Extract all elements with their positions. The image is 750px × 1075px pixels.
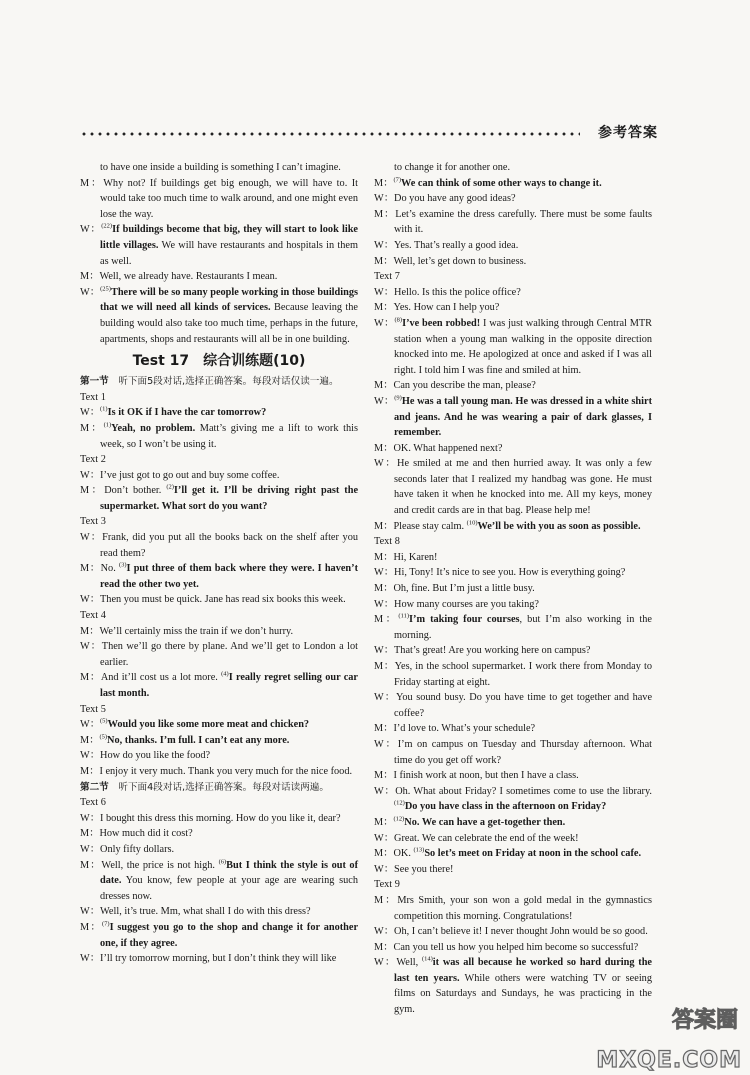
left-column [80, 160, 358, 967]
dialogue-text: Well, the price is not high. [101, 859, 219, 871]
dialogue-text: Well, we already have. Restaurants I mean. [99, 271, 278, 283]
speaker-label: W： [80, 224, 102, 236]
dialogue-line [374, 238, 652, 254]
speaker-label: W： [374, 926, 395, 938]
dialogue-line [80, 811, 358, 827]
speaker-label: M： [374, 816, 394, 828]
dialogue-text: I enjoy it very much. Thank you very much for the nice food. [99, 765, 353, 777]
speaker-label: W： [80, 906, 101, 918]
dialogue-text: You sound busy. Do you have time to get together and have coffee? [394, 692, 653, 719]
speaker-label: M： [80, 485, 105, 497]
watermark-bottom-text: MXQE.COM [596, 1048, 742, 1073]
speaker-label: W： [374, 286, 395, 298]
dialogue-text: I’ll try tomorrow morning, but I don’t think they will like [100, 953, 337, 965]
answer-text: But I think the style is out of date. [100, 859, 359, 887]
speaker-label: M： [374, 302, 394, 314]
dialogue-line [80, 826, 358, 842]
dialogue-line [374, 176, 652, 192]
answer-text: Would you like some more meat and chicken? [107, 719, 310, 731]
dialogue-text: Because leaving the building would also take too much time, perhaps in the future, apartments, shops and restaurants will all be in one building. [100, 302, 358, 345]
question-number: (11) [398, 612, 410, 620]
dialogue-text: I’d love to. What’s your schedule? [393, 723, 536, 735]
answer-text: I put three of them back where they were. I haven’t read the other two yet. [100, 563, 359, 590]
dialogue-text: I’m on campus on Tuesday and Thursday afternoon. What time do you get off work? [394, 738, 652, 766]
text-label: Text 2 [80, 454, 106, 466]
dialogue-text: OK. What happened next? [393, 442, 503, 454]
dialogue-line [80, 561, 358, 592]
dialogue-text: Can you tell us how you helped him become so successful? [393, 941, 639, 953]
dialogue-line [374, 737, 652, 768]
speaker-label: M： [80, 828, 100, 840]
dialogue-text: That’s great! Are you working here on campus? [394, 645, 591, 657]
speaker-label: M： [374, 723, 394, 735]
dialogue-line [80, 904, 358, 920]
dialogue-line [80, 764, 358, 780]
watermark-logo [596, 1003, 746, 1073]
speaker-label: W： [80, 286, 101, 298]
dialogue-text: Yes. How can I help you? [393, 302, 500, 314]
speaker-label: W： [374, 598, 395, 610]
speaker-label: M： [80, 859, 102, 871]
speaker-label: M： [374, 551, 394, 563]
dialogue-line [374, 831, 652, 847]
dialogue-text: Hello. Is this the police office? [394, 286, 521, 298]
dialogue-line [374, 378, 652, 394]
dialogue-line [80, 405, 358, 421]
speaker-label: W： [374, 193, 395, 205]
dialogue-text: Can you describe the man, please? [393, 380, 536, 392]
dialogue-line [374, 690, 652, 721]
question-number: (3) [118, 561, 127, 569]
question-number: (9) [394, 394, 402, 402]
dialogue-text: Well, it’s true. Mm, what shall I do with this dress? [100, 906, 311, 918]
text-label: Text 7 [374, 271, 400, 283]
answer-text: So let’s meet on Friday at noon in the school cafe. [424, 848, 642, 860]
dialogue-line [374, 285, 652, 301]
section-text: 听下面5段对话,选择正确答案。每段对话仅读一遍。 [108, 376, 339, 388]
speaker-label: M： [80, 734, 100, 746]
speaker-label: M： [374, 442, 394, 454]
dialogue-line [374, 815, 652, 831]
dialogue-text: And it’ll cost us a lot more. [100, 672, 222, 684]
dialogue-line [80, 748, 358, 764]
answer-text: No, thanks. I’m full. I can’t eat any more. [107, 734, 290, 746]
section-instruction [80, 374, 358, 390]
speaker-label: M： [374, 941, 394, 953]
dialogue-line [80, 951, 358, 967]
answer-text: I’m taking four courses [409, 614, 520, 626]
dialogue-line [80, 858, 358, 905]
question-number: (4) [221, 670, 229, 678]
question-number: (10) [466, 519, 478, 527]
question-number: (22) [101, 222, 113, 230]
speaker-label: W： [80, 843, 101, 855]
answer-text: Is it OK if I have the car tomorrow? [107, 407, 267, 419]
dialogue-text: While others were watching TV or seeing films on Saturdays and Sundays, he was practicing in the gym. [394, 972, 652, 1016]
dialogue-line [374, 441, 652, 457]
speaker-label: W： [80, 594, 101, 606]
speaker-label: W： [374, 692, 396, 704]
question-number: (7) [101, 920, 110, 928]
dialogue-text: Oh, fine. But I’m just a little busy. [393, 583, 535, 595]
text-label: Text 4 [80, 610, 106, 622]
speaker-label: W： [374, 458, 398, 470]
answer-text: I really regret selling our car last month. [100, 672, 358, 699]
dialogue-line [80, 717, 358, 733]
dialogue-text: Well, [396, 957, 422, 969]
speaker-label: M： [80, 921, 102, 933]
dialogue-line [374, 659, 652, 690]
dialogue-text: How many courses are you taking? [394, 598, 539, 610]
dialogue-line [374, 550, 652, 566]
question-number: (6) [218, 858, 227, 866]
question-number: (12) [394, 799, 405, 807]
answer-text: Do you have class in the afternoon on Friday? [404, 801, 607, 813]
dialogue-text: I’ve just got to go out and buy some coffee. [100, 469, 280, 481]
dialogue-text: Oh. What about Friday? I sometimes come to use the library. [395, 785, 653, 797]
dialogue-text: See you there! [394, 863, 454, 875]
speaker-label: M： [374, 177, 394, 189]
question-number: (13) [413, 846, 425, 854]
answer-text: We’ll be with you as soon as possible. [477, 520, 641, 532]
dialogue-line [374, 597, 652, 613]
watermark-top-text: 答案圈 [671, 1008, 738, 1033]
speaker-label: M： [374, 848, 394, 860]
header-title: 参考答案 [598, 125, 658, 141]
dialogue-line [80, 624, 358, 640]
speaker-label: M： [374, 894, 398, 906]
speaker-label: M： [80, 672, 101, 684]
speaker-label: W： [80, 953, 101, 965]
dialogue-text: Yes. That’s really a good idea. [394, 239, 519, 251]
speaker-label: M： [374, 661, 395, 672]
speaker-label: M： [80, 563, 101, 575]
speaker-label: W： [374, 645, 395, 657]
continuation-line: to have one inside a building is something I can’t imagine. [100, 162, 341, 173]
dialogue-text: Don’t bother. [104, 485, 167, 497]
dialogue-line [374, 316, 652, 378]
speaker-label: M： [374, 770, 394, 782]
speaker-label: W： [80, 407, 101, 419]
speaker-label: W： [80, 750, 101, 762]
answer-text: If buildings become that big, they will start to look like little villages. [100, 224, 358, 251]
dialogue-line [374, 519, 652, 535]
dialogue-line [374, 721, 652, 737]
dialogue-line [374, 612, 652, 643]
section-label: 第二节 [80, 781, 109, 793]
dialogue-text: Let’s examine the dress carefully. There must be some faults with it. [394, 208, 653, 236]
dialogue-text: He smiled at me and then hurried away. It was only a few seconds later that I realized my handbag was gone. He must have taken it when he knocked into me. All my keys, money and credit cards are in that bag. Please help me! [394, 458, 652, 517]
question-number: (8) [394, 316, 403, 324]
answer-text: it was all because he worked so hard during the last ten years. [394, 957, 653, 984]
text-label: Text 9 [374, 879, 400, 891]
dialogue-text: Please stay calm. [393, 520, 467, 532]
dialogue-line [80, 176, 358, 223]
dialogue-text: Then you must be quick. Jane has read six books this week. [100, 594, 346, 606]
answer-text: There will be so many people working in those buildings that we will need all kinds of services. [100, 286, 359, 314]
dialogue-line [80, 670, 358, 701]
dialogue-line [80, 592, 358, 608]
speaker-label: W： [374, 395, 395, 407]
dialogue-text: I was just walking through Central MTR station when a young man walking in the opposite direction knocked into me. He apologized at once and asked if I was all right. I told him I was fine and smiled at him. [394, 317, 653, 376]
speaker-label: W： [374, 863, 395, 875]
dialogue-line [374, 924, 652, 940]
answer-text: He was a tall young man. He was dressed in a white shirt and jeans. And he was wearing a pair of dark glasses, I remember. [394, 395, 653, 439]
dialogue-line [374, 581, 652, 597]
dialogue-line [374, 893, 652, 924]
text-label: Text 8 [374, 536, 400, 548]
speaker-label: W： [80, 812, 101, 824]
dialogue-text: Frank, did you put all the books back on the shelf after you read them? [100, 532, 358, 559]
text-label: Text 5 [80, 703, 106, 715]
dialogue-line [374, 643, 652, 659]
speaker-label: M： [374, 380, 394, 392]
dialogue-text: , but I’m also working in the morning. [394, 614, 652, 641]
dialogue-line [374, 254, 652, 270]
dialogue-text: OK. [393, 848, 414, 860]
speaker-label: M： [374, 255, 394, 267]
dialogue-line [80, 639, 358, 670]
speaker-label: M： [374, 583, 394, 595]
right-column [374, 160, 652, 1018]
section-instruction [80, 780, 358, 796]
dialogue-line [374, 191, 652, 207]
answer-text: I’ll get it. I’ll be driving right past the supermarket. What sort do you want? [100, 485, 359, 512]
dialogue-text: Mrs Smith, your son won a gold medal in the gymnastics competition this morning. Congratulations! [394, 894, 652, 922]
question-number: (5) [99, 733, 108, 741]
dialogue-line [80, 530, 358, 561]
dialogue-line [80, 285, 358, 347]
dialogue-line [374, 456, 652, 518]
question-number: (25) [100, 285, 111, 293]
dialogue-line [80, 222, 358, 269]
text-label: Text 3 [80, 516, 106, 528]
dialogue-text: I finish work at noon, but then I have a class. [393, 770, 579, 782]
answer-text: I’ve been robbed! [402, 317, 481, 329]
dialogue-text: Why not? If buildings get big enough, we will have to. It would take too much time to walk around, and one might even lose the way. [100, 177, 358, 220]
text-label: Text 1 [80, 391, 106, 403]
speaker-label: W： [374, 832, 395, 844]
dialogue-line [80, 842, 358, 858]
dialogue-text: Yes, in the school supermarket. I work there from Monday to Friday starting at eight. [394, 661, 652, 688]
speaker-label: W： [80, 532, 103, 544]
dialogue-text: Great. We can celebrate the end of the week! [394, 832, 579, 844]
dialogue-line [374, 394, 652, 441]
page-header [80, 122, 660, 146]
dialogue-text: Matt’s giving me a lift to work this week, so I won’t be using it. [100, 422, 359, 450]
speaker-label: W： [80, 641, 102, 653]
question-number: (14) [421, 955, 433, 963]
dialogue-text: We will have restaurants and hospitals in them as well. [100, 239, 359, 267]
speaker-label: W： [80, 719, 101, 731]
dialogue-line [374, 300, 652, 316]
dialogue-text: No. [100, 563, 119, 575]
question-number: (5) [100, 717, 108, 725]
dialogue-line [80, 483, 358, 514]
question-number: (1) [100, 405, 108, 413]
dialogue-line [374, 768, 652, 784]
dialogue-line [374, 207, 652, 238]
section-label: 第一节 [80, 376, 109, 388]
speaker-label: W： [374, 567, 395, 579]
answer-text: We can think of some other ways to change it. [401, 177, 602, 189]
speaker-label: W： [374, 317, 395, 329]
section-text: 听下面4段对话,选择正确答案。每段对话读两遍。 [108, 781, 329, 793]
speaker-label: W： [374, 785, 396, 797]
text-label: Text 6 [80, 797, 106, 809]
speaker-label: M： [374, 614, 399, 626]
question-number: (7) [393, 176, 402, 184]
speaker-label: W： [374, 239, 395, 251]
speaker-label: M： [80, 625, 100, 637]
speaker-label: W： [374, 738, 398, 750]
answer-text: Yeah, no problem. [111, 422, 196, 434]
speaker-label: W： [374, 957, 397, 969]
dialogue-line [80, 421, 358, 452]
dialogue-line [374, 862, 652, 878]
dialogue-line [374, 940, 652, 956]
dialogue-text: Then we’ll go there by plane. And we’ll get to London a lot earlier. [100, 641, 358, 668]
dialogue-text: Well, let’s get down to business. [393, 255, 527, 267]
question-number: (2) [166, 483, 174, 491]
dialogue-text: Hi, Karen! [393, 551, 438, 563]
speaker-label: M： [80, 271, 100, 283]
dialogue-line [80, 468, 358, 484]
dialogue-line [80, 269, 358, 285]
speaker-label: M： [374, 520, 394, 532]
dialogue-line [80, 733, 358, 749]
test-heading: Test 17 综合训练题(10) [132, 353, 306, 370]
speaker-label: W： [80, 469, 101, 481]
dialogue-text: We’ll certainly miss the train if we don’t hurry. [99, 625, 294, 637]
speaker-label: M： [80, 177, 104, 189]
dialogue-text: You know, few people at your age are wearing such dresses now. [100, 875, 358, 902]
dialogue-line [374, 784, 652, 815]
answer-text: I suggest you go to the shop and change it for another one, if they agree. [100, 921, 359, 949]
dialogue-text: I bought this dress this morning. How do you like it, dear? [100, 812, 341, 824]
dialogue-text: Oh, I can’t believe it! I never thought John would be so good. [394, 926, 648, 938]
dotted-rule [80, 132, 580, 136]
answer-text: No. We can have a get-together then. [404, 816, 566, 828]
continuation-line: to change it for another one. [394, 162, 511, 173]
speaker-label: M： [80, 765, 100, 777]
dialogue-line [80, 920, 358, 951]
question-number: (1) [103, 421, 112, 429]
question-number: (12) [393, 815, 405, 823]
speaker-label: M： [374, 208, 396, 220]
dialogue-line [374, 565, 652, 581]
dialogue-text: How much did it cost? [99, 828, 193, 840]
dialogue-text: How do you like the food? [100, 750, 211, 762]
dialogue-text: Do you have any good ideas? [394, 193, 516, 205]
dialogue-text: Hi, Tony! It’s nice to see you. How is everything going? [394, 567, 626, 579]
dialogue-line [374, 846, 652, 862]
dialogue-text: Only fifty dollars. [100, 843, 175, 855]
speaker-label: M： [80, 422, 104, 434]
